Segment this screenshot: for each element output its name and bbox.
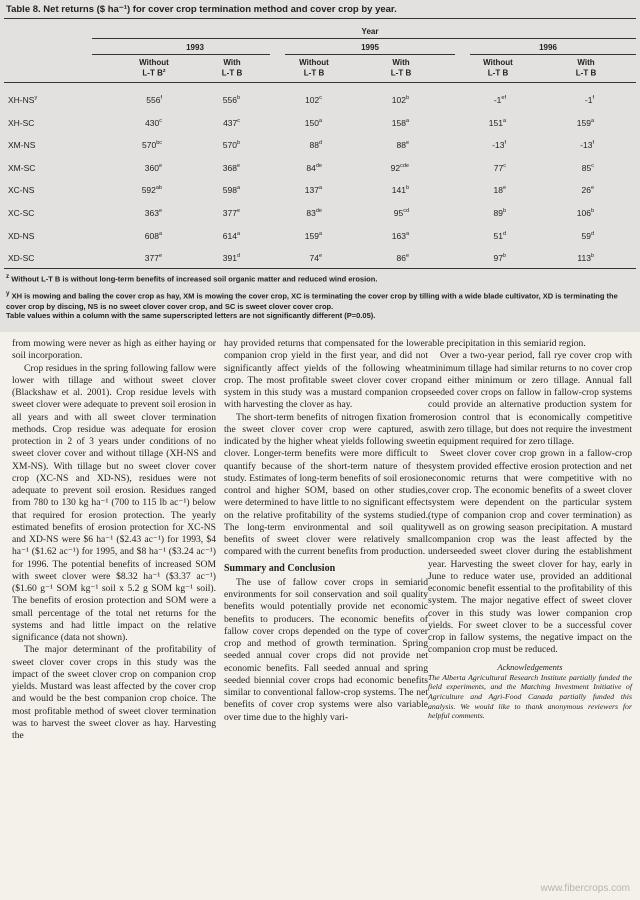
table-cell: 83de <box>306 208 322 218</box>
table-cell: 377e <box>144 253 162 264</box>
paragraph: The use of fallow cover crops in semiarid environments for soil conservation and soil quality benefits would potentially provide net economic benefits to producers. The economic benefits of fallow cover crops depended on the type of cover crop and method of growth termination. Spring seeded annual cover crops did not provide net economic benefits. Fall seeded annual and spring seeded biennial cover crops had economic benefits similar to conventional fallow-crop systems. The net benefits of cover crop systems were also variable over time due to the highly vari- <box>224 576 428 723</box>
table-cell: 360e <box>144 162 162 173</box>
table-rule-header <box>4 82 636 83</box>
paragraph: from mowing were never as high as either haying or soil incorporation. <box>12 338 216 362</box>
table-cell: 26e <box>581 185 594 196</box>
table-caption: Table 8. Net returns ($ ha⁻¹) for cover crop termination method and cover crop by year. <box>6 4 397 15</box>
column-header: Without L-T $B^z$ <box>139 58 169 78</box>
table-cell: 141$^b$ <box>391 185 409 196</box>
year-1996: 1996 <box>539 43 557 52</box>
column-header: With L-T B <box>221 58 243 78</box>
column-1 <box>12 338 216 742</box>
table-cell: 363e <box>144 208 162 218</box>
rule-1996 <box>470 54 636 55</box>
table-cell: 598$^a$ <box>222 185 240 196</box>
paragraph: Crop residues in the spring following fallow were lower with tillage and without sweet clover (Blackshaw et al. 2001). Crop residue levels with sweet clover were adequate to prevent soil erosion in all years and with all sweet clover termination methods. Crop residue was adequate for erosion protection in 2 of 3 years under conditions of no sweet clover cover and without tillage (XH-NS and XM-NS). With tillage but no sweet clover cover crop (XC-NS and XD-NS), residues were not adequate to prevent soil erosion. Residues ranged from 780 to 130 kg ha⁻¹ (700 to 115 lb ac⁻¹) below that required for erosion protection. The yearly estimated benefits of erosion protection for XC-NS and XD-NS were $6 ha⁻¹ ($2.43 ac⁻¹) for 1993, $4 ha⁻¹ ($1.62 ac⁻¹) for 1995, and $8 ha⁻¹ ($3.24 ac⁻¹) for 1996. The potential benefits of increased SOM with sweet clover were $8.32 ha⁻¹ ($3.37 ac⁻¹) ($1.60 g⁻¹ SOM kg⁻¹ soil x 5.2 g SOM kg⁻¹ soil). The benefits of erosion protection and SOM were a small percentage of the total net returns for the systems and had little impact on the relative significance (data not shown). <box>12 362 216 643</box>
column-header: Without L-T B <box>299 58 329 78</box>
row-label: XC-SC <box>8 208 35 218</box>
table-cell: 74e <box>309 253 322 264</box>
row-label: XM-NS <box>8 140 36 151</box>
table-cell: 150$^a$ <box>304 117 322 128</box>
column-2 <box>224 338 428 724</box>
table-cell: $592^{ab}$ <box>141 185 162 196</box>
table-cell: $570^{bc}$ <box>142 140 162 151</box>
table-cell: 59$^d$ <box>581 230 594 241</box>
table-cell: -13$^f$ <box>580 140 594 151</box>
paragraph: hay provided returns that compensated for the lower companion crop yield in the first year, and did not significantly affect yields of the following wheat crop. The most profitable sweet clover cover crop system in this study was a mustard companion crop with harvesting the clover as hay. <box>224 338 428 411</box>
watermark: www.fibercrops.com <box>540 883 630 894</box>
table-cell: $-1^{ef}$ <box>493 95 506 105</box>
table-cell: 89$^b$ <box>493 208 506 218</box>
table-cell: 88e <box>396 140 409 151</box>
table-rule-bottom <box>4 268 636 269</box>
table-cell: 614$^a$ <box>222 230 240 241</box>
year-1993: 1993 <box>186 43 204 52</box>
year-rule <box>92 38 636 39</box>
table-cell: 77$^c$ <box>493 162 506 173</box>
paragraph: The major determinant of the profitability of sweet clover cover crops in this study was the impact of the sweet clover crop on companion crop yields. Mustard was least affected by the cover crop and would be the best companion crop choice. The most profitable method of sweet clover termination was to harvest the sweet clover as hay. Harvesting the <box>12 644 216 741</box>
table-cell: -1$^f$ <box>584 95 594 105</box>
acknowledgements-title: Acknowledgements <box>497 661 563 672</box>
row-label: XD-SC <box>8 253 35 264</box>
table-cell: 86e <box>396 253 409 264</box>
column-header: With L-T B <box>575 58 597 78</box>
table-cell: 159$^a$ <box>304 230 322 241</box>
table-cell: 18e <box>493 185 506 196</box>
column-header: With L-T B <box>390 58 412 78</box>
row-label: XD-NS <box>8 230 35 241</box>
paragraph: Sweet clover cover crop grown in a fallow-crop system provided effective erosion protection and net economic returns that were competitive with no cover crop. The economic benefits of a sweet clover system were dependent on the particular system (type of companion crop and cover termination) as well as on growing season precipitation. A mustard companion crop was the least affected by the underseeded sweet clover during the establishment year. Harvesting the sweet clover for hay, early in June to reduce water use, provided an additional economic benefit essential to the profitability of this system. The major negative effect of sweet clover cover in this study was lower companion crop yields. For sweet clover to be a successful cover crop in fallow systems, the negative impact on the companion crop must be reduced. <box>428 448 632 656</box>
table-cell: 391$^d$ <box>222 253 240 264</box>
table-cell: 84de <box>306 162 322 173</box>
table-rule-top <box>4 18 636 19</box>
table-cell: $95^{cd}$ <box>393 208 409 218</box>
column-header: Without L-T B <box>483 58 513 78</box>
table-cell: 368e <box>222 162 240 173</box>
table-cell: 570$^b$ <box>222 140 240 151</box>
footnote-significance: Table values within a column with the same superscripted letters are not significantly different (P=0.05). <box>6 311 376 320</box>
table-cell: 377e <box>222 208 240 218</box>
table-cell: 88$^d$ <box>309 140 322 151</box>
paragraph: Over a two-year period, fall rye cover crop with minimum tillage had similar returns to no cover crop and either minimum or zero tillage. Annual fall seeded cover crops on fallow in fallow-crop systems could provide an alternative production system for erosion control that is economically competitive with zero tillage, but does not require the investment in equipment required for zero tillage. <box>428 350 632 447</box>
table-cell: 556$^f$ <box>146 95 162 105</box>
table-cell: 102$^c$ <box>305 95 322 105</box>
table-cell: $92^{cde}$ <box>390 162 409 173</box>
table-cell: 437$^c$ <box>223 117 240 128</box>
table-cell: 102$^b$ <box>391 95 409 105</box>
table-cell: 151$^a$ <box>488 117 506 128</box>
rule-1995 <box>285 54 455 55</box>
table-cell: 608$^a$ <box>144 230 162 241</box>
paragraph: able precipitation in this semiarid region. <box>428 338 586 349</box>
footnote-y: $^y$ XH is mowing and baling the cover crop as hay, XM is mowing the cover crop, XC is terminating the cover crop by tilling with a wide blade cultivator, XD is terminating the cover crop by discing, NS is no sweet clover cover crop, and SC is sweet clover cover crop. <box>6 290 618 311</box>
column-3 <box>428 338 632 721</box>
table-cell: 556$^b$ <box>222 95 240 105</box>
table-cell: 51$^d$ <box>493 230 506 241</box>
rule-1993 <box>92 54 270 55</box>
year-1995: 1995 <box>361 43 379 52</box>
table-cell: -13$^f$ <box>492 140 506 151</box>
table-cell: 158$^a$ <box>391 117 409 128</box>
year-label: Year <box>361 27 379 36</box>
paragraph: The short-term benefits of nitrogen fixation from the sweet clover cover crop were captured, as indicated by the higher wheat yields following sweet clover. Longer-term benefits were more difficult to quantify because of the short-term nature of the study. Estimates of long-term benefits of soil erosion control and higher SOM, based on other studies, were determined to have little to no significant effect on the relative profitability of the systems studied. The long-term environmental and soil quality benefits of sweet clover were relatively small compared with the current benefits from production. <box>224 411 428 558</box>
row-label: XM-SC <box>8 162 36 173</box>
table-cell: 113$^b$ <box>577 253 594 264</box>
table-cell: 106$^b$ <box>576 208 594 218</box>
table-cell: 159$^a$ <box>576 117 594 128</box>
section-heading: Summary and Conclusion <box>224 562 336 574</box>
footnote-z: $^z$ Without L-T B is without long-term benefits of increased soil organic matter and reduced wind erosion. <box>6 273 378 284</box>
table-cell: 430$^c$ <box>145 117 162 128</box>
acknowledgements-text: The Alberta Agricultural Research Institute partially funded the field experiments, and the Matching Investment Initiative of Agriculture and Agri-Food Canada partially funded this analysis. We would like to thank anonymous reviewers for helpful comments. <box>428 672 632 721</box>
table-cell: 163$^a$ <box>391 230 409 241</box>
row-label: XC-NS <box>8 185 35 196</box>
row-label: $XH-NS^y$ <box>8 95 38 105</box>
table-cell: 85$^c$ <box>581 162 594 173</box>
table-cell: 137$^a$ <box>304 185 322 196</box>
row-label: XH-SC <box>8 117 35 128</box>
table-8 <box>0 0 640 332</box>
table-cell: 97$^b$ <box>493 253 506 264</box>
